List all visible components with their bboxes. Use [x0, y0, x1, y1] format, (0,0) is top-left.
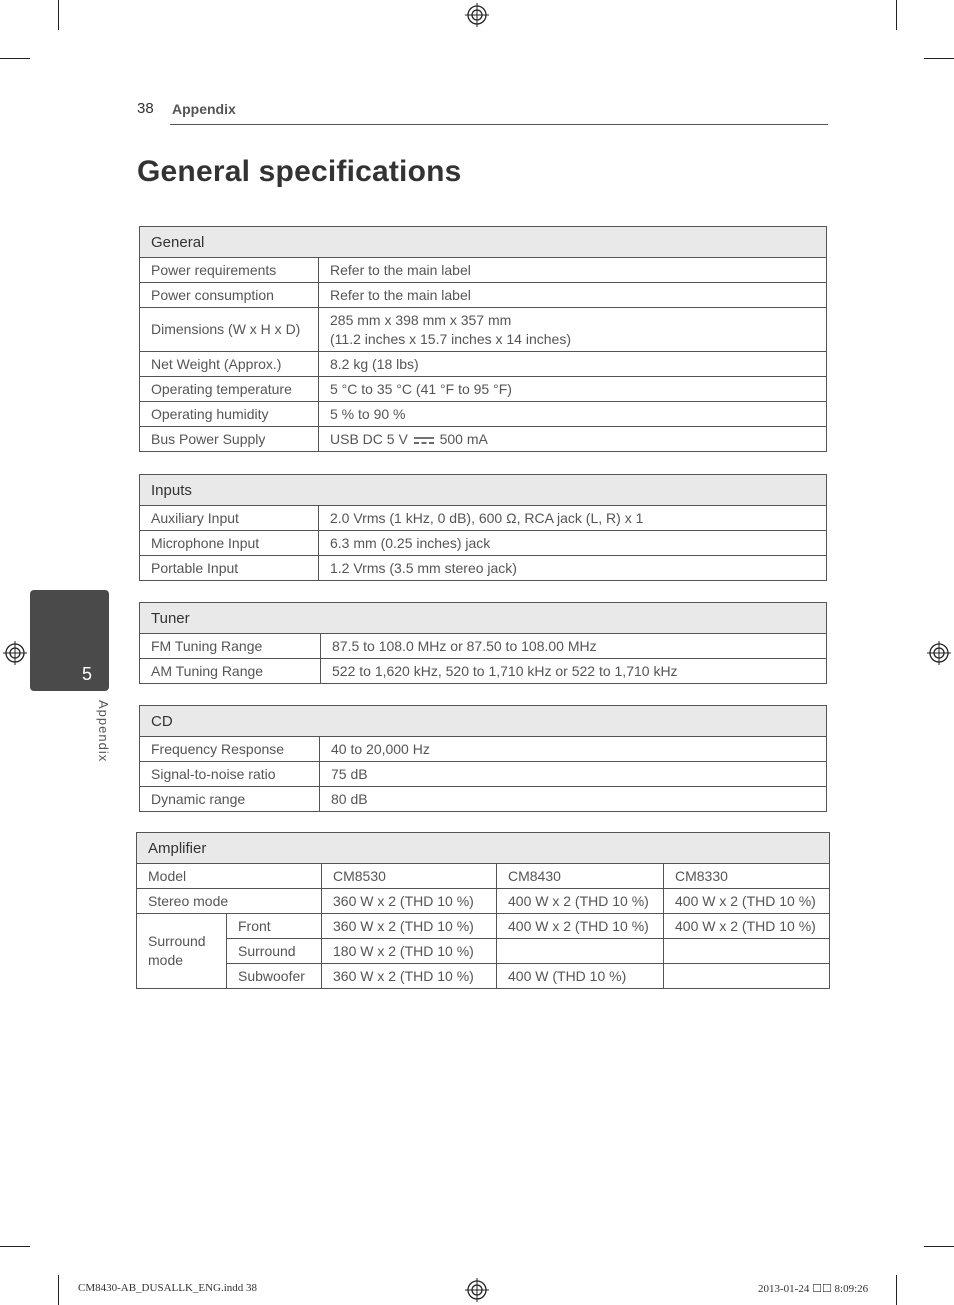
table-heading: Amplifier: [137, 833, 830, 864]
crop-mark: [0, 58, 30, 59]
registration-mark-icon: [465, 3, 489, 27]
spec-label: Signal-to-noise ratio: [140, 762, 320, 787]
crop-mark: [58, 0, 59, 30]
spec-value-suffix: 500 mA: [439, 431, 488, 447]
spec-value-prefix: USB DC 5 V: [330, 431, 408, 447]
spec-label: [137, 914, 227, 989]
spec-label: Auxiliary Input: [140, 506, 319, 531]
table-row: [140, 402, 827, 427]
spec-value-line: (11.2 inches x 15.7 inches x 14 inches): [330, 330, 571, 347]
table-row: [140, 352, 827, 377]
spec-value: 400 W x 2 (THD 10 %): [497, 889, 664, 914]
chapter-tab: [30, 590, 109, 691]
spec-sublabel: Subwoofer: [227, 964, 322, 989]
spec-label-line: Surround: [148, 933, 206, 949]
spec-value: [319, 308, 827, 352]
spec-label-line: mode: [148, 952, 184, 968]
table-row: [140, 258, 827, 283]
table-row: [137, 964, 830, 989]
model-name: CM8530: [322, 864, 497, 889]
spec-value: 5 % to 90 %: [319, 402, 827, 427]
spec-value: 1.2 Vrms (3.5 mm stereo jack): [319, 556, 827, 581]
table-row: [137, 914, 830, 939]
spec-value: Refer to the main label: [319, 258, 827, 283]
spec-value: 522 to 1,620 kHz, 520 to 1,710 kHz or 522 to 1,710 kHz: [321, 659, 827, 684]
table-row: [140, 659, 827, 684]
spec-label: Operating temperature: [140, 377, 319, 402]
header-rule: [170, 124, 828, 125]
spec-value: 360 W x 2 (THD 10 %): [322, 964, 497, 989]
spec-label: Bus Power Supply: [140, 427, 319, 452]
spec-value: 80 dB: [320, 787, 827, 812]
crop-mark: [924, 58, 954, 59]
table-heading: General: [140, 227, 827, 258]
spec-sublabel: Front: [227, 914, 322, 939]
chapter-label: Appendix: [96, 700, 111, 763]
table-row: [140, 308, 827, 352]
spec-value: 180 W x 2 (THD 10 %): [322, 939, 497, 964]
spec-label: Power consumption: [140, 283, 319, 308]
spec-value: Refer to the main label: [319, 283, 827, 308]
crop-mark: [896, 1275, 897, 1305]
spec-label: Frequency Response: [140, 737, 320, 762]
crop-mark: [0, 1246, 30, 1247]
spec-label: AM Tuning Range: [140, 659, 321, 684]
model-name: CM8330: [664, 864, 830, 889]
spec-value-line: 285 mm x 398 mm x 357 mm: [330, 311, 512, 328]
spec-label: Model: [137, 864, 322, 889]
spec-label: Dimensions (W x H x D): [140, 308, 319, 352]
spec-value: [664, 939, 830, 964]
table-row: [140, 787, 827, 812]
table-heading: Tuner: [140, 603, 827, 634]
table-row: [140, 506, 827, 531]
spec-value: 6.3 mm (0.25 inches) jack: [319, 531, 827, 556]
spec-value: 360 W x 2 (THD 10 %): [322, 889, 497, 914]
general-spec-table: [139, 226, 827, 452]
table-row: [137, 939, 830, 964]
table-row: [140, 283, 827, 308]
table-row: [140, 531, 827, 556]
footer-timestamp: 2013-01-24 ☐☐ 8:09:26: [758, 1283, 869, 1295]
page-number: 38: [137, 100, 154, 117]
section-name: Appendix: [172, 101, 236, 117]
spec-value: [664, 964, 830, 989]
chapter-number: 5: [82, 664, 93, 684]
spec-value: 5 °C to 35 °C (41 °F to 95 °F): [319, 377, 827, 402]
dc-symbol-icon: [414, 436, 434, 445]
registration-mark-icon: [3, 641, 27, 665]
spec-value: 87.5 to 108.0 MHz or 87.50 to 108.00 MHz: [321, 634, 827, 659]
model-name: CM8430: [497, 864, 664, 889]
registration-mark-icon: [927, 641, 951, 665]
table-row: [140, 427, 827, 452]
spec-value: 75 dB: [320, 762, 827, 787]
table-row: [140, 377, 827, 402]
spec-label: Dynamic range: [140, 787, 320, 812]
spec-value: 400 W (THD 10 %): [497, 964, 664, 989]
table-row: [140, 634, 827, 659]
spec-label: Operating humidity: [140, 402, 319, 427]
table-heading: CD: [140, 706, 827, 737]
table-row: [137, 889, 830, 914]
spec-value: 400 W x 2 (THD 10 %): [664, 914, 830, 939]
spec-label: Net Weight (Approx.): [140, 352, 319, 377]
spec-label: Microphone Input: [140, 531, 319, 556]
spec-value: 360 W x 2 (THD 10 %): [322, 914, 497, 939]
spec-value: [497, 939, 664, 964]
tuner-spec-table: [139, 602, 827, 684]
table-row: [140, 556, 827, 581]
spec-value: 400 W x 2 (THD 10 %): [497, 914, 664, 939]
registration-mark-icon: [465, 1278, 489, 1302]
amplifier-spec-table: [136, 832, 830, 989]
crop-mark: [58, 1275, 59, 1305]
crop-mark: [924, 1246, 954, 1247]
spec-label: Stereo mode: [137, 889, 322, 914]
inputs-spec-table: [139, 474, 827, 581]
spec-value: 40 to 20,000 Hz: [320, 737, 827, 762]
footer-file-name: CM8430-AB_DUSALLK_ENG.indd 38: [78, 1282, 258, 1294]
cd-spec-table: [139, 705, 827, 812]
table-row: [137, 864, 830, 889]
spec-value: [319, 427, 827, 452]
spec-label: FM Tuning Range: [140, 634, 321, 659]
spec-value: 2.0 Vrms (1 kHz, 0 dB), 600 Ω, RCA jack (L, R) x 1: [319, 506, 827, 531]
table-heading: Inputs: [140, 475, 827, 506]
spec-label: Power requirements: [140, 258, 319, 283]
spec-value: 400 W x 2 (THD 10 %): [664, 889, 830, 914]
table-row: [140, 762, 827, 787]
spec-sublabel: Surround: [227, 939, 322, 964]
page-title: General specifications: [137, 155, 462, 188]
table-row: [140, 737, 827, 762]
crop-mark: [896, 0, 897, 30]
spec-label: Portable Input: [140, 556, 319, 581]
spec-value: 8.2 kg (18 lbs): [319, 352, 827, 377]
